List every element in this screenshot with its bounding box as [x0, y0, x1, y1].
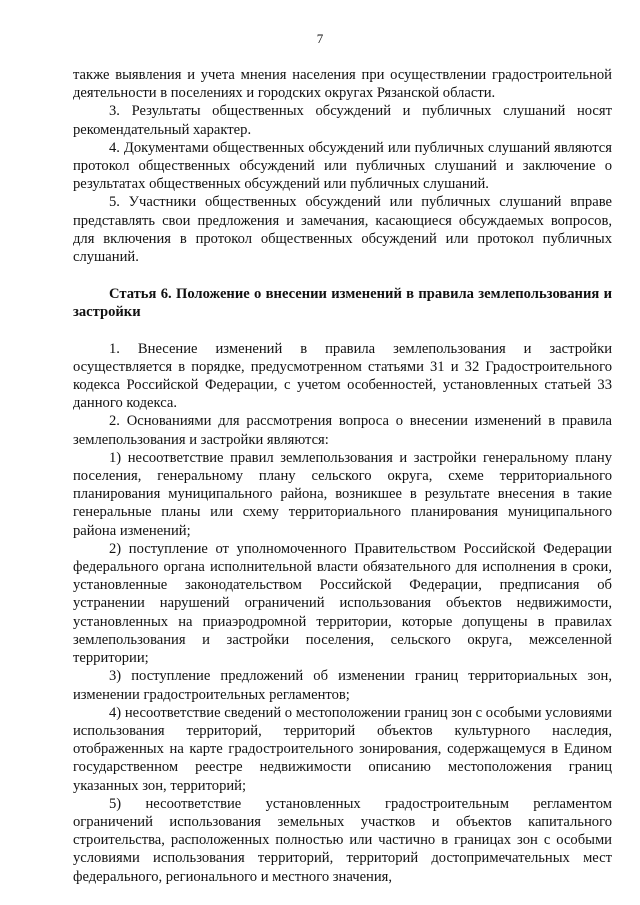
list-item: 1) несоответствие правил землепользования и застройки генеральному плану поселения, генеральному плану сельского округа, схеме территориального планирования муниципального района, возникшее в результате внесения в такие генеральные планы или схему территориального планирования муниципального района изменений;: [73, 449, 612, 539]
paragraph-3: 3. Результаты общественных обсуждений и публичных слушаний носят рекомендательный характер.: [73, 103, 612, 138]
spacer: [73, 322, 612, 340]
article-6-paragraph-2: 2. Основаниями для рассмотрения вопроса о внесении изменений в правила землепользования и застройки являются:: [73, 413, 612, 448]
spacer: [73, 266, 612, 285]
list-item: 2) поступление от уполномоченного Правительством Российской Федерации федерального органа исполнительной власти обязательного для исполнения в сроки, установленные законодательством Российской Федерации, предписания об устранении нарушений ограничений использования объектов недвижимости, установленных на приаэродромной территории, которые допущены в правилах землепользования и застройки поселения, сельского округа, межселенной территории;: [73, 540, 612, 667]
list-item: 5) несоответствие установленных градостроительным регламентом ограничений использования земельных участков и объектов капитального строительства, расположенных полностью или частично в границах зон с особыми условиями использования территорий, территорий достопримечательных мест федерального, регионального и местного значения,: [73, 795, 612, 885]
paragraph-5: 5. Участники общественных обсуждений или публичных слушаний вправе представлять свои предложения и замечания, касающиеся обсуждаемых вопросов, для включения в протокол общественных обсуждений или протокол публичных слушаний.: [73, 194, 612, 266]
list-item: 4) несоответствие сведений о местоположении границ зон с особыми условиями использования территорий, территорий объектов культурного наследия, отображенных на карте градостроительного зонирования, содержащемуся в Едином государственном реестре недвижимости описанию местоположения границ указанных зон, территорий;: [73, 704, 612, 794]
list-item: 3) поступление предложений об изменении границ территориальных зон, изменении градостроительных регламентов;: [73, 668, 612, 703]
article-6-paragraph-1: 1. Внесение изменений в правила землепользования и застройки осуществляется в порядке, предусмотренном статьями 31 и 32 Градостроительного кодекса Российской Федерации, с учетом особенностей, установленных статьей 33 данного кодекса.: [73, 340, 612, 412]
paragraph-4: 4. Документами общественных обсуждений или публичных слушаний являются протокол общественных обсуждений или публичных слушаний и заключение о результатах общественных обсуждений или публичных слушаний.: [73, 139, 612, 193]
page-number: 7: [316, 31, 324, 46]
paragraph-continuation: также выявления и учета мнения населения при осуществлении градостроительной деятельности в поселениях и городских округах Рязанской области.: [73, 67, 612, 102]
article-6-heading: Статья 6. Положение о внесении изменений в правила землепользования и застройки: [73, 286, 612, 321]
document-body: [73, 66, 612, 886]
